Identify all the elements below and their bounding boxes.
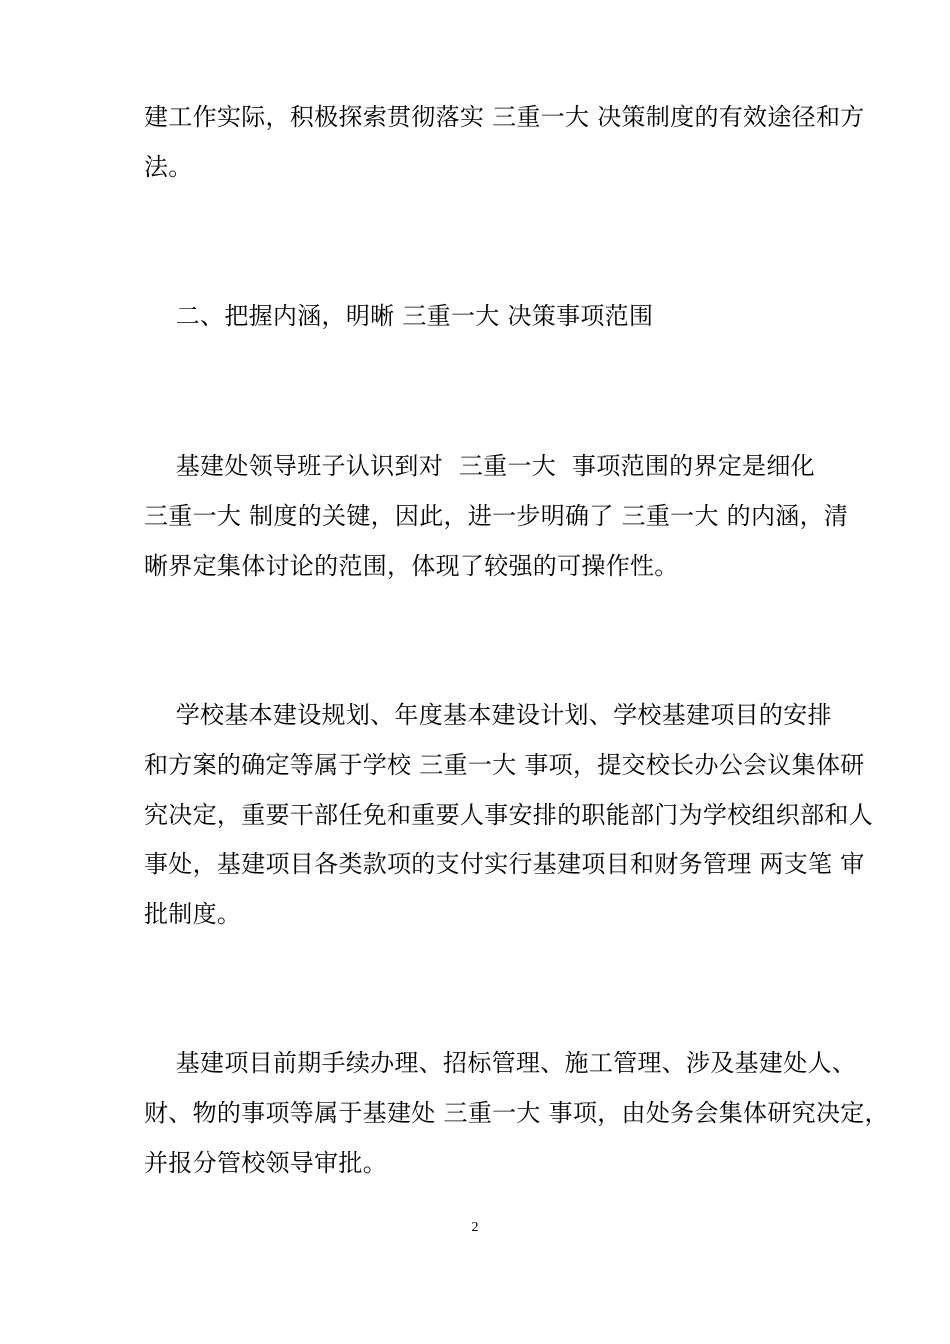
paragraph-3-line-2: 和方案的确定等属于学校 三重一大 事项，提交校长办公会议集体研 <box>144 751 865 779</box>
paragraph-2-line-3: 晰界定集体讨论的范围，体现了较强的可操作性。 <box>144 552 679 580</box>
paragraph-4-line-2: 财、物的事项等属于基建处 三重一大 事项，由处务会集体研究决定， <box>144 1099 889 1127</box>
paragraph-2-line-1: 基建处领导班子认识到对 三重一大 事项范围的界定是细化 <box>144 452 815 480</box>
paragraph-3-line-3: 究决定，重要干部任免和重要人事安排的职能部门为学校组织部和人 <box>144 801 873 829</box>
paragraph-4-line-3: 并报分管校领导审批。 <box>144 1149 387 1177</box>
paragraph-3-line-4: 事处，基建项目各类款项的支付实行基建项目和财务管理 两支笔 审 <box>144 850 865 878</box>
paragraph-3-line-5: 批制度。 <box>144 900 242 928</box>
paragraph-2-line-2: 三重一大 制度的关键，因此，进一步明确了 三重一大 的内涵，清 <box>144 502 849 530</box>
section-heading-2: 二、把握内涵，明晰 三重一大 决策事项范围 <box>144 302 654 330</box>
paragraph-1-line-1: 建工作实际，积极探索贯彻落实 三重一大 决策制度的有效途径和方 <box>144 103 865 131</box>
paragraph-4-line-1: 基建项目前期手续办理、招标管理、施工管理、涉及基建处人、 <box>144 1049 857 1077</box>
paragraph-1-line-2: 法。 <box>144 153 193 181</box>
page-number: 2 <box>471 1220 479 1235</box>
paragraph-3-line-1: 学校基本建设规划、年度基本建设计划、学校基建项目的安排 <box>144 701 832 729</box>
